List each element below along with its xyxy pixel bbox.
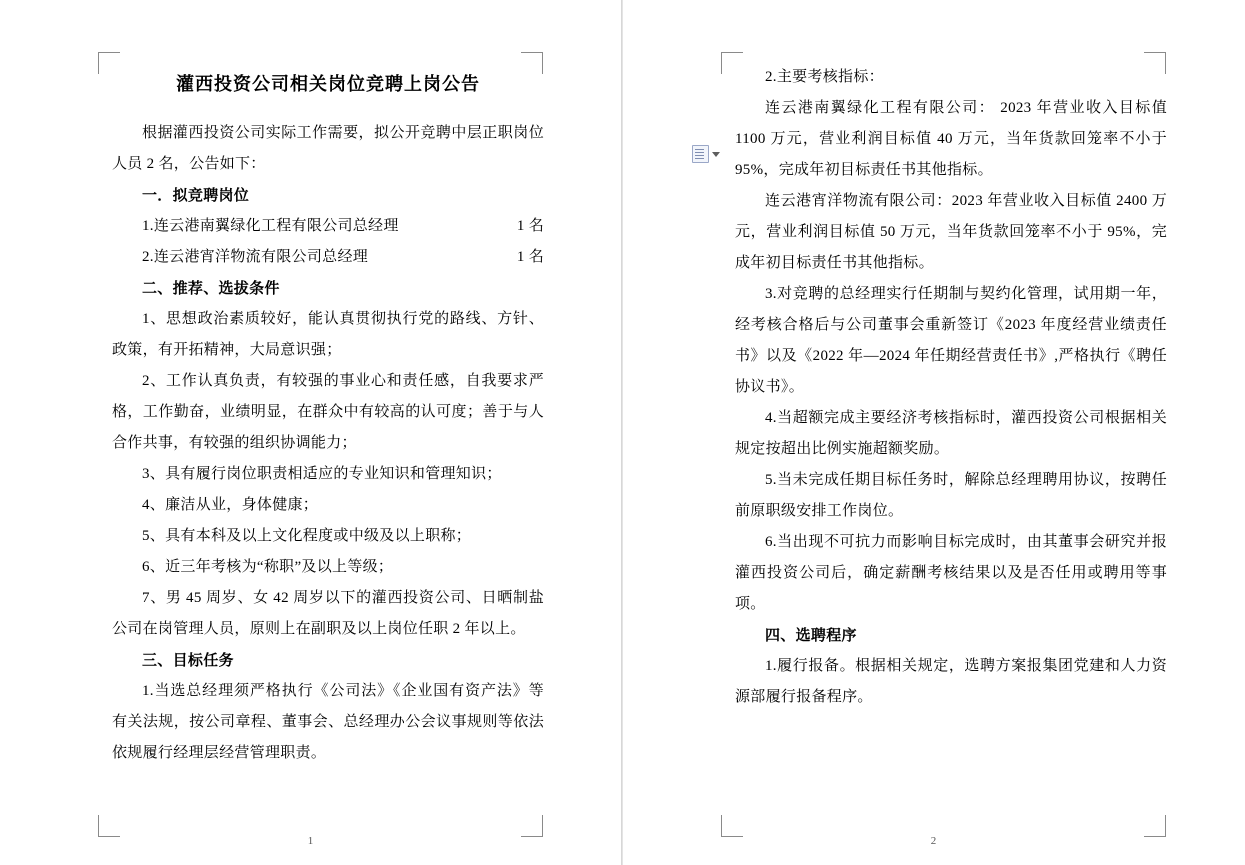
paragraph: 2.主要考核指标：: [765, 69, 884, 85]
paragraph: 连云港南翼绿化工程有限公司： 2023 年营业收入目标值 1100 万元，营业利润目标值 40 万元，当年货款回笼率不小于 95%，完成年初目标责任书其他指标。: [735, 100, 1167, 178]
section-heading: 四、选聘程序: [765, 627, 857, 644]
paragraph: 3、具有履行岗位职责相适应的专业知识和管理知识；: [142, 466, 502, 482]
crop-mark-bottom-left: [98, 815, 120, 837]
list-item-label: 1.连云港南翼绿化工程有限公司总经理: [142, 218, 399, 234]
list-item: [112, 242, 544, 273]
paragraph: 4.当超额完成主要经济考核指标时，灌西投资公司根据相关规定按超出比例实施超额奖励。: [735, 410, 1167, 457]
crop-mark-bottom-left: [721, 815, 743, 837]
list-item-count: 1 名: [516, 218, 544, 234]
paragraph: 1.当选总经理须严格执行《公司法》《企业国有资产法》等有关法规，按公司章程、董事会、总经理办公会议事规则等依法依规履行经理层经营管理职责。: [112, 683, 544, 761]
page-number: 2: [930, 835, 937, 847]
paragraph: 4、廉洁从业，身体健康；: [142, 497, 319, 513]
page-2-content: [735, 62, 1167, 713]
page-2-inner: [623, 0, 1244, 865]
paragraph: 1.履行报备。根据相关规定，选聘方案报集团党建和人力资源部履行报备程序。: [735, 658, 1167, 705]
document-page-2[interactable]: [622, 0, 1244, 865]
paragraph: 6、近三年考核为“称职”及以上等级；: [142, 559, 394, 575]
list-item-label: 2.连云港宵洋物流有限公司总经理: [142, 249, 369, 265]
crop-mark-bottom-right: [1144, 815, 1166, 837]
paragraph: 5.当未完成任期目标任务时，解除总经理聘用协议，按聘任前原职级安排工作岗位。: [735, 472, 1167, 519]
list-item-count: 1 名: [516, 249, 544, 265]
list-item: [112, 211, 544, 242]
page-1-inner: [0, 0, 621, 865]
paragraph: 7、男 45 周岁、女 42 周岁以下的灌西投资公司、日晒制盐公司在岗管理人员，原则上在副职及以上岗位任职 2 年以上。: [112, 590, 544, 637]
chevron-down-icon[interactable]: [712, 152, 720, 157]
paragraph: 6.当出现不可抗力而影响目标完成时，由其董事会研究并报灌西投资公司后，确定薪酬考核结果以及是否任用或聘用等事项。: [735, 534, 1167, 612]
document-page-1[interactable]: [0, 0, 622, 865]
paragraph: 根据灌西投资公司实际工作需要，拟公开竞聘中层正职岗位人员 2 名，公告如下：: [112, 125, 544, 172]
crop-mark-bottom-right: [521, 815, 543, 837]
anchored-object-marker[interactable]: [692, 145, 720, 163]
paragraph: 5、具有本科及以上文化程度或中级及以上职称；: [142, 528, 472, 544]
page-number: 1: [307, 835, 314, 847]
section-heading: 一．拟竞聘岗位: [142, 187, 250, 204]
page-1-content: [112, 62, 544, 769]
paragraph: 连云港宵洋物流有限公司：2023 年营业收入目标值 2400 万元，营业利润目标值 50 万元，当年货款回笼率不小于 95%，完成年初目标责任书其他指标。: [735, 193, 1167, 271]
paragraph: 2、工作认真负责，有较强的事业心和责任感，自我要求严格，工作勤奋，业绩明显，在群众中有较高的认可度；善于与人合作共事，有较强的组织协调能力；: [112, 373, 544, 451]
anchored-object-icon[interactable]: [692, 145, 709, 163]
paragraph: 1、思想政治素质较好，能认真贯彻执行党的路线、方针、政策，有开拓精神，大局意识强；: [112, 311, 544, 358]
paragraph: 3.对竞聘的总经理实行任期制与契约化管理，试用期一年，经考核合格后与公司董事会重新签订《2023 年度经营业绩责任书》以及《2022 年—2024 年任期经营责任书》,严格执行《聘任协议书》。: [735, 286, 1167, 395]
section-heading: 三、目标任务: [142, 652, 234, 669]
section-heading: 二、推荐、选拔条件: [142, 280, 280, 297]
page-title: 灌西投资公司相关岗位竞聘上岗公告: [176, 74, 480, 94]
